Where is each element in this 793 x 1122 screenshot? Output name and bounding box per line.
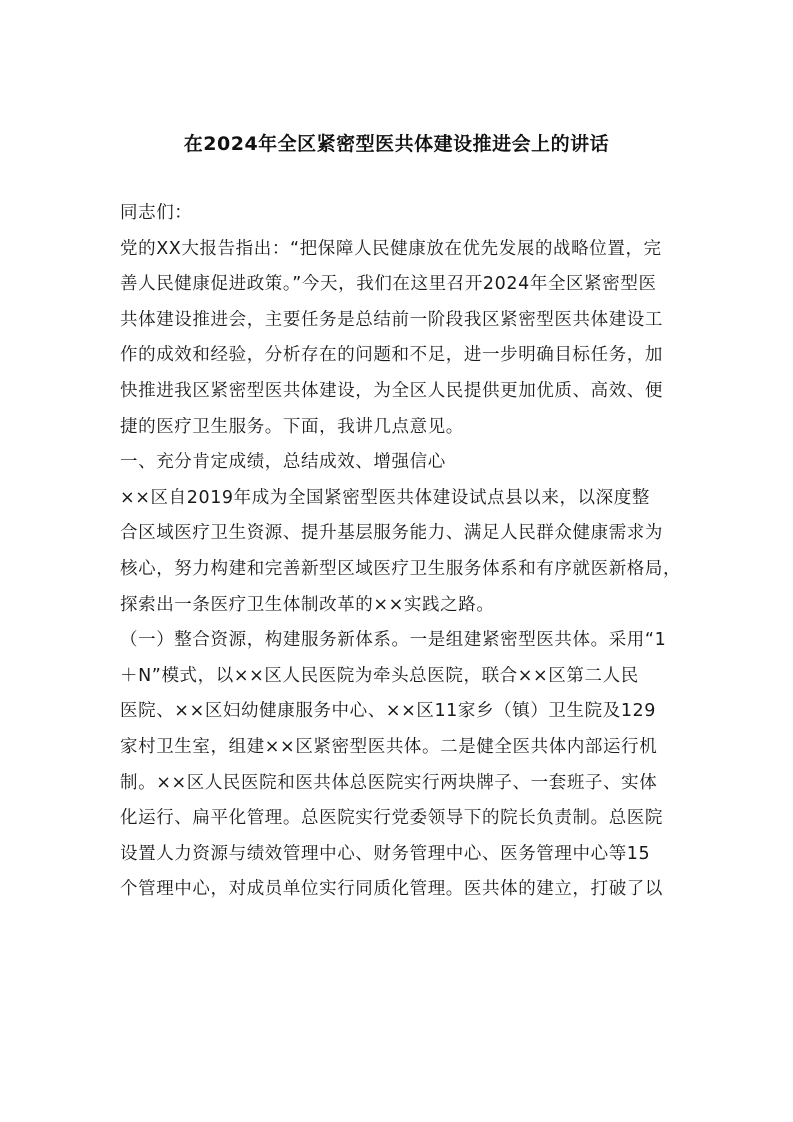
section-heading: 一、充分肯定成绩，总结成效、增强信心	[120, 452, 446, 473]
paragraph-line: 快推进我区紧密型医共体建设，为全区人民提供更加优质、高效、便	[120, 380, 663, 401]
paragraph-line: 作的成效和经验，分析存在的问题和不足，进一步明确目标任务，加	[120, 345, 663, 366]
paragraph-line: 捷的医疗卫生服务。下面，我讲几点意见。	[120, 416, 464, 437]
paragraph-line: 党的XX大报告指出：“把保障人民健康放在优先发展的战略位置，完	[120, 238, 662, 259]
document-body	[120, 196, 682, 908]
paragraph-line: 制。××区人民医院和医共体总医院实行两块牌子、一套班子、实体	[120, 772, 658, 793]
paragraph-line: 设置人力资源与绩效管理中心、财务管理中心、医务管理中心等15	[120, 843, 651, 864]
paragraph-line: 家村卫生室，组建××区紧密型医共体。二是健全医共体内部运行机	[120, 736, 658, 757]
salutation-line: 同志们：	[120, 203, 193, 223]
paragraph-line: （一）整合资源，构建服务新体系。一是组建紧密型医共体。采用“1	[120, 630, 667, 651]
paragraph-line: 善人民健康促进政策。”今天，我们在这里召开2024年全区紧密型医	[120, 274, 657, 295]
paragraph-line: 医院、××区妇幼健康服务中心、××区11家乡（镇）卫生院及129	[120, 701, 657, 722]
paragraph-line: ××区自2019年成为全国紧密型医共体建设试点县以来，以深度整	[120, 487, 650, 508]
paragraph-line: 个管理中心，对成员单位实行同质化管理。医共体的建立，打破了以	[120, 879, 663, 900]
document-title: 在2024年全区紧密型医共体建设推进会上的讲话	[183, 133, 610, 155]
paragraph-line: 共体建设推进会，主要任务是总结前一阶段我区紧密型医共体建设工	[120, 309, 663, 330]
paragraph-line: 核心，努力构建和完善新型区域医疗卫生服务体系和有序就医新格局，	[120, 558, 682, 579]
paragraph-line: 探索出一条医疗卫生体制改革的××实践之路。	[120, 594, 495, 615]
paragraph-line: ＋N”模式，以××区人民医院为牵头总医院，联合××区第二人民	[120, 665, 639, 686]
paragraph-line: 化运行、扁平化管理。总医院实行党委领导下的院长负责制。总医院	[120, 808, 663, 829]
paragraph-line: 合区域医疗卫生资源、提升基层服务能力、满足人民群众健康需求为	[120, 523, 663, 544]
